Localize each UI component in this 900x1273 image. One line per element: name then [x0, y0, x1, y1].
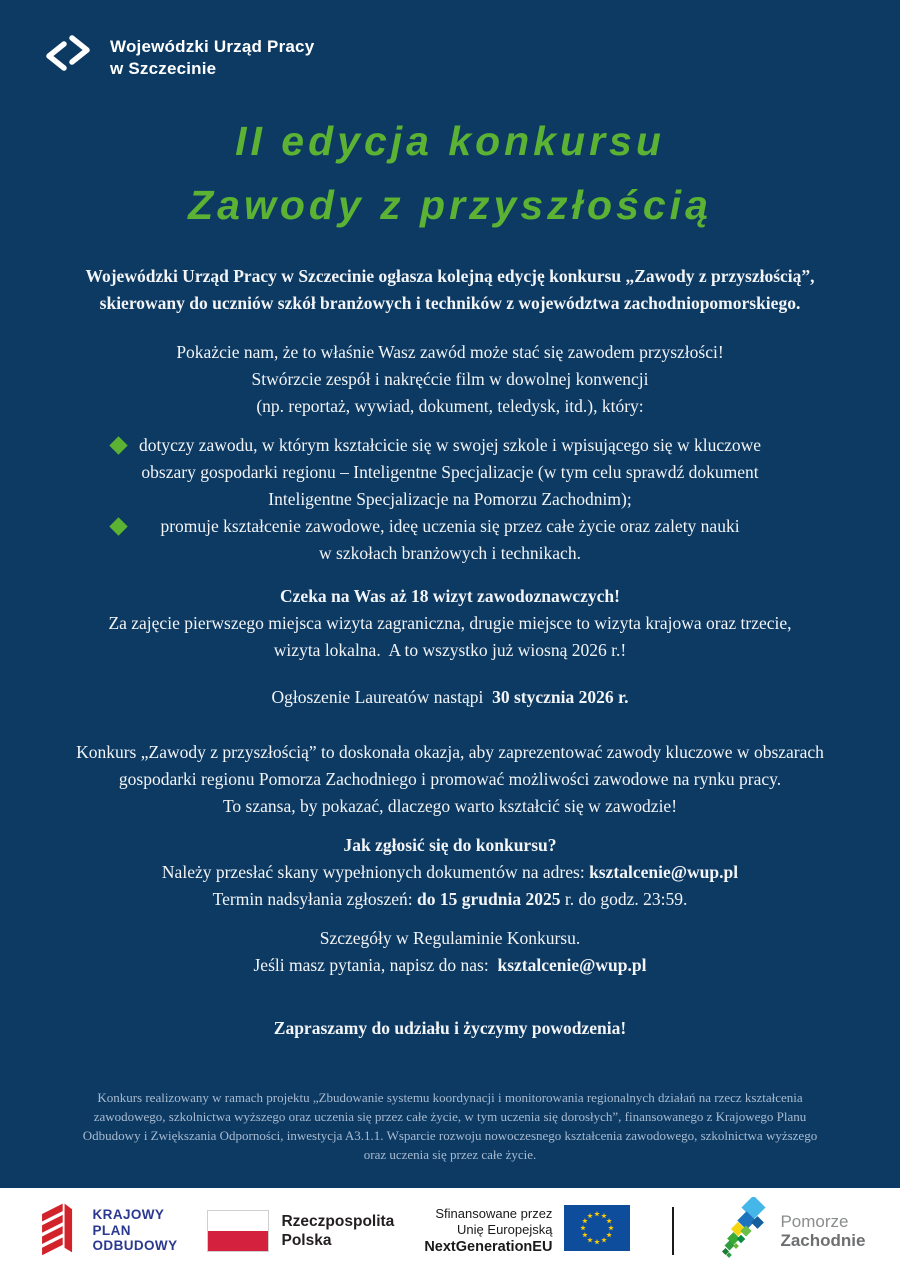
deadline-date: do 15 grudnia 2025 [417, 889, 561, 909]
poland-flag-icon [207, 1210, 269, 1252]
details-section [0, 925, 900, 979]
closing-line: Zapraszamy do udziału i życzymy powodzenia! [273, 1018, 627, 1038]
eu-line: NextGenerationEU [424, 1238, 553, 1255]
about-line: gospodarki regionu Pomorza Zachodniego i promować możliwości zawodowe na rynku pracy. [118, 769, 782, 789]
kpo-line: ODBUDOWY [92, 1238, 178, 1254]
bullet-item [0, 432, 900, 513]
visits-line: Za zajęcie pierwszego miejsca wizyta zagraniczna, drugie miejsce to wizyta krajowa oraz trzecie, [108, 613, 792, 633]
about-line: To szansa, by pokazać, dlaczego warto kształcić się w zawodzie! [222, 796, 678, 816]
kpo-logo-icon [35, 1198, 81, 1263]
org-name [110, 36, 314, 80]
bullet-line: w szkołach branżowych i technikach. [319, 543, 581, 563]
pomorze-line: Zachodnie [780, 1230, 866, 1250]
how-to-apply-section [0, 832, 900, 913]
about-line: Konkurs „Zawody z przyszłością” to doskonała okazja, aby zaprezentować zawody kluczowe w obszarach [76, 742, 824, 762]
deadline-suffix: r. do godz. 23:59. [560, 889, 688, 909]
poster-title [0, 109, 900, 237]
pomorze-line: Pomorze [780, 1211, 849, 1231]
intro-line: skierowany do uczniów szkół branżowych i techników z województwa zachodniopomorskiego. [99, 293, 801, 313]
contact-prefix: Jeśli masz pytania, napisz do nas: [253, 955, 498, 975]
pomorze-logo-text [780, 1212, 865, 1250]
how-to-deadline-line [0, 886, 900, 913]
title-line1: II edycja konkursu [235, 118, 665, 164]
sponsor-logos-footer [0, 1188, 900, 1273]
closing-message [0, 1015, 900, 1042]
details-contact-line [0, 952, 900, 979]
laureates-prefix: Ogłoszenie Laureatów nastąpi [271, 687, 493, 707]
challenge-line: (np. reportaż, wywiad, dokument, teledysk, itd.), który: [256, 396, 644, 416]
challenge-paragraph [0, 339, 900, 420]
eu-logo-text [424, 1206, 552, 1256]
details-line: Szczegóły w Regulaminie Konkursu. [319, 928, 581, 948]
about-paragraph [0, 739, 900, 820]
eu-line: Unię Europejską [457, 1222, 553, 1238]
pomorze-zachodnie-logo [716, 1197, 865, 1264]
bullet-line: Inteligentne Specjalizacje na Pomorzu Zachodnim); [268, 489, 632, 509]
eu-logo [424, 1205, 630, 1256]
eu-flag-icon [564, 1205, 630, 1256]
deadline-prefix: Termin nadsyłania zgłoszeń: [212, 889, 418, 909]
address-prefix: Należy przesłać skany wypełnionych dokumentów na adres: [161, 862, 590, 882]
kpo-line: PLAN [92, 1222, 131, 1238]
challenge-line: Pokażcie nam, że to właśnie Wasz zawód może stać się zawodem przyszłości! [176, 342, 724, 362]
org-name-line1: Wojewódzki Urząd Pracy [110, 36, 315, 56]
poland-line: Polska [281, 1231, 332, 1249]
bullet-list [0, 432, 900, 567]
laureates-date: 30 stycznia 2026 r. [492, 687, 629, 707]
fine-print-line: zawodowego, szkolnictwa wyższego oraz uczenia się przez całe życie, w tym uczenia się dorosłych”, finansowanego z Krajowego Planu [93, 1109, 807, 1124]
fine-print-line: oraz uczenia się przez całe życie. [363, 1147, 537, 1162]
laureates-announcement [0, 684, 900, 711]
title-line2: Zawody z przyszłością [188, 182, 712, 228]
eu-line: Sfinansowane przez [435, 1205, 553, 1221]
intro-line: Wojewódzki Urząd Pracy w Szczecinie ogłasza kolejną edycję konkursu „Zawody z przyszłością”, [85, 266, 815, 286]
intro-paragraph [0, 263, 900, 317]
visits-section [0, 583, 900, 664]
kpo-logo-text [93, 1207, 178, 1254]
how-to-address-line [0, 859, 900, 886]
griffin-icon [716, 1197, 768, 1264]
fine-print-line: Konkurs realizowany w ramach projektu „Zbudowanie systemu koordynacji i monitorowania regionalnych działań na rzecz kształcenia [97, 1090, 803, 1105]
wup-header [0, 0, 900, 85]
footer-divider [672, 1207, 674, 1255]
poland-logo-text [281, 1212, 394, 1250]
bullet-line: promuje kształcenie zawodowe, ideę uczenia się przez całe życie oraz zalety nauki [160, 516, 740, 536]
kpo-line: KRAJOWY [92, 1207, 165, 1223]
org-name-line2: w Szczecinie [110, 58, 217, 78]
contest-email: ksztalcenie@wup.pl [589, 862, 739, 882]
fine-print-line: Odbudowy i Zwiększania Odporności, inwestycja A3.1.1. Wsparcie rozwoju nowoczesnego kształcenia zawodowego, szkolnictwa wyższego [82, 1128, 818, 1143]
how-to-heading: Jak zgłosić się do konkursu? [343, 835, 557, 855]
visits-line: wizyta lokalna. A to wszystko już wiosną 2026 r.! [273, 640, 627, 660]
bullet-line: dotyczy zawodu, w którym kształcicie się w swojej szkole i wpisującego się w kluczowe [138, 435, 762, 455]
fine-print [0, 1088, 900, 1164]
kpo-logo [35, 1198, 178, 1263]
poland-line: Rzeczpospolita [281, 1212, 395, 1230]
challenge-line: Stwórzcie zespół i nakręćcie film w dowolnej konwencji [251, 369, 649, 389]
visits-heading: Czeka na Was aż 18 wizyt zawodoznawczych! [280, 586, 620, 606]
bullet-item [0, 513, 900, 567]
poland-logo [207, 1210, 394, 1252]
wup-logo-icon [40, 30, 96, 85]
bullet-line: obszary gospodarki regionu – Inteligentne Specjalizacje (w tym celu sprawdź dokument [141, 462, 759, 482]
contact-email: ksztalcenie@wup.pl [497, 955, 647, 975]
